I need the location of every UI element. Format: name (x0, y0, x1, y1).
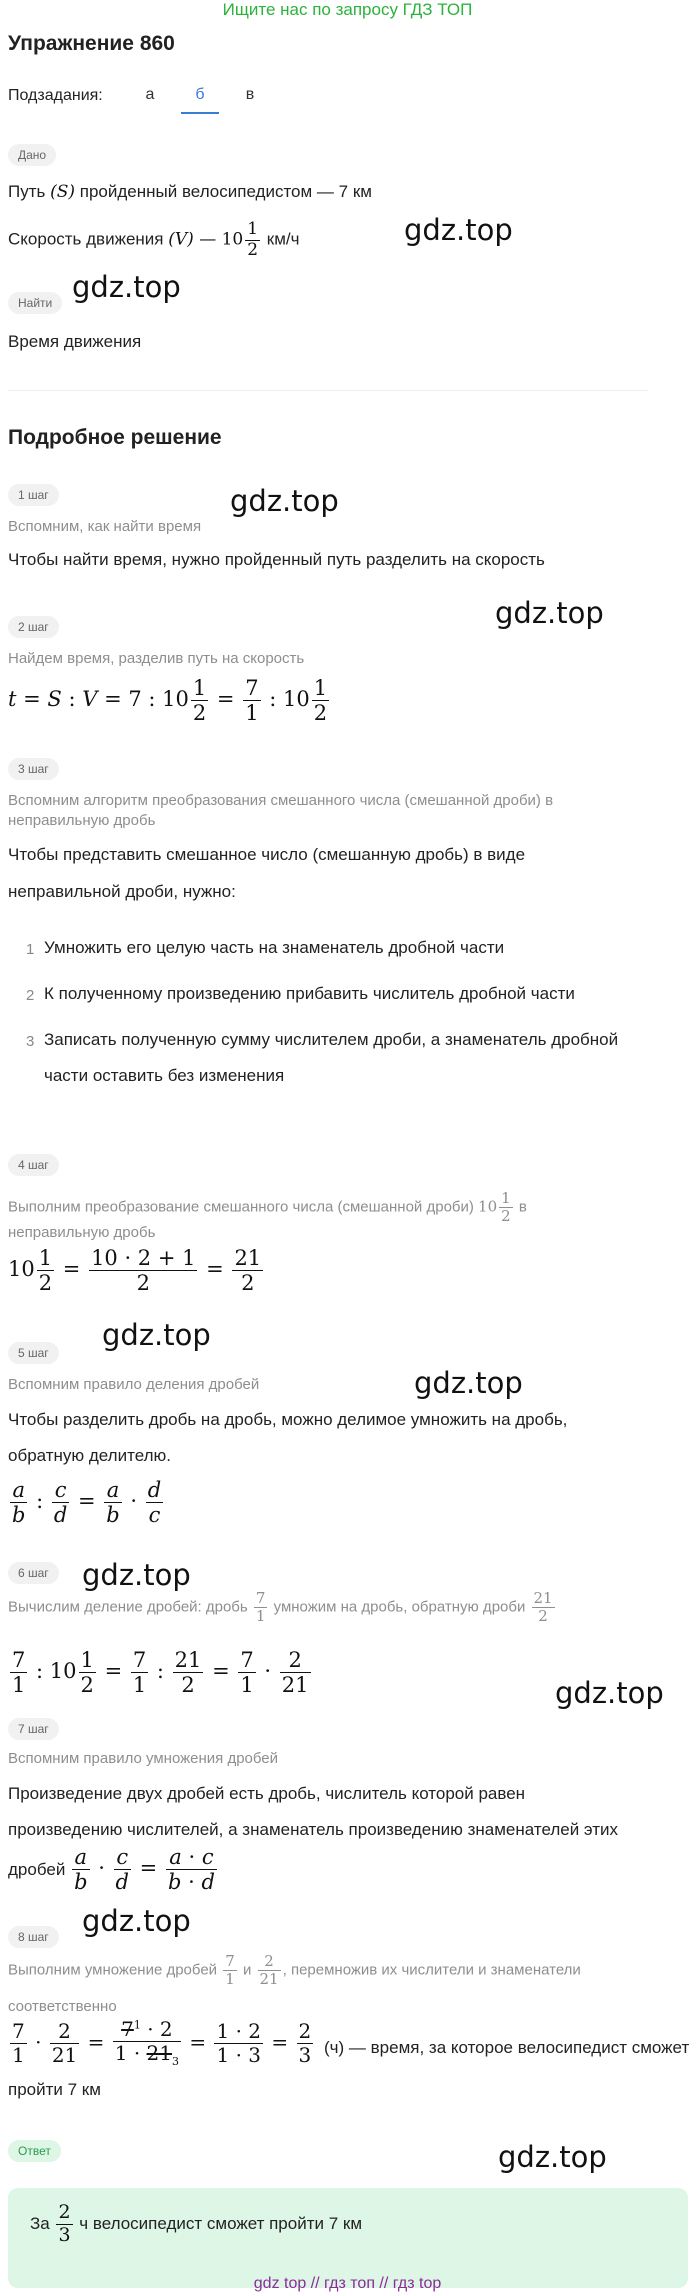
watermark: gdz.top (230, 484, 339, 518)
step-7-chip: 7 шаг (8, 1718, 59, 1740)
step-5-text-2: обратную делителю. (8, 1446, 171, 1465)
watermark: gdz.top (555, 1676, 664, 1710)
list-item: Записать полученную сумму числителем дроби, а знаменатель дробной (44, 1030, 619, 1049)
step-1-hint: Вспомним, как найти время (8, 518, 202, 535)
step-4-hint-2: неправильную дробь (8, 1224, 156, 1241)
step-4-hint-1: Выполним преобразование смешанного числа (смешанной дроби) 10 $\frac{1}{2}$ в (8, 1189, 527, 1226)
watermark: gdz.top (498, 2140, 607, 2174)
list-item-number: 1 (26, 941, 35, 958)
step-2-formula: t = S : V = 7 : 10 $\frac{1}{2}$ = $\frac{7}{1}$ : 10 $\frac{1}{2}$ (8, 676, 328, 726)
step-6-chip: 6 шаг (8, 1562, 59, 1584)
step-2-chip: 2 шаг (8, 616, 59, 638)
step-5-chip: 5 шаг (8, 1342, 59, 1364)
given-line-1: Путь (S) пройденный велосипедистом — 7 км (8, 182, 372, 202)
step-6-hint: Вычислим деление дробей: дробь $\frac{7}{1}$ умножим на дробь, обратную дроби $\frac{21}{2}$ (8, 1589, 553, 1626)
watermark: gdz.top (72, 270, 181, 304)
find-chip: Найти (8, 292, 62, 314)
step-3-chip: 3 шаг (8, 758, 59, 780)
watermark: gdz.top (414, 1366, 523, 1400)
page-title: Упражнение 860 (8, 32, 175, 55)
step-8-hint-2: соответственно (8, 1998, 117, 2015)
step-8-chip: 8 шаг (8, 1926, 59, 1948)
step-8-tail-1: (ч) — время, за которое велосипедист сможет (324, 2038, 690, 2057)
given-line-2: Скорость движения (V) — 10 $\frac{1}{2}$ км/ч (8, 219, 300, 260)
list-item-continuation: части оставить без изменения (44, 1066, 285, 1085)
divider (8, 390, 648, 391)
step-4-chip: 4 шаг (8, 1154, 59, 1176)
step-3-hint-1: Вспомним алгоритм преобразования смешанного числа (смешанной дроби) в (8, 792, 554, 809)
step-4-formula: 10 $\frac{1}{2}$ = $\frac{10 \cdot 2 + 1}{2}$ = $\frac{21}{2}$ (8, 1246, 262, 1296)
step-3-text-2: неправильной дроби, нужно: (8, 882, 236, 901)
top-banner[interactable]: Ищите нас по запросу ГДЗ ТОП (222, 0, 473, 19)
given-chip: Дано (8, 144, 56, 166)
solution-title: Подробное решение (8, 426, 222, 449)
watermark: gdz.top (102, 1318, 211, 1352)
step-5-text-1: Чтобы разделить дробь на дробь, можно делимое умножить на дробь, (8, 1410, 568, 1429)
step-6-formula: $\frac{7}{1}$ : 10 $\frac{1}{2}$ = $\frac{7}{1}$ : $\frac{21}{2}$ = $\frac{7}{1}$ · $\frac{2}{21}$ (12, 1648, 309, 1698)
step-3-hint-2: неправильную дробь (8, 812, 156, 829)
step-7-text-2: произведению числителей, а знаменатель произведению знаменателей этих (8, 1820, 619, 1839)
subtasks-label: Подзадания: (8, 87, 103, 104)
list-item: К полученному произведению прибавить числитель дробной части (44, 984, 575, 1003)
watermark: gdz.top (82, 1558, 191, 1592)
step-8-formula: $\frac{7}{1}$ · $\frac{2}{21}$ = $\frac{7^1 \cdot 2}{1 \cdot 21_3}$ = $\frac{1 \cdot 2}{1 \cdot 3}$ = $\frac{2}{3}$ (12, 2017, 312, 2068)
step-7-text-1: Произведение двух дробей есть дробь, числитель которой равен (8, 1784, 526, 1803)
footer-links[interactable]: gdz top // гдз топ // гдз top (253, 2275, 442, 2292)
step-1-text: Чтобы найти время, нужно пройденный путь разделить на скорость (8, 550, 545, 569)
step-8-tail-2: пройти 7 км (8, 2080, 101, 2099)
tab-b[interactable]: б (181, 86, 219, 114)
step-5-formula: $\frac{a}{b}$ : $\frac{c}{d}$ = $\frac{a}{b}$ · $\frac{d}{c}$ (12, 1478, 162, 1528)
step-7-text-3: дробей $\frac{a}{b}$ · $\frac{c}{d}$ = $\frac{a \cdot c}{b \cdot d}$ (8, 1845, 215, 1895)
watermark: gdz.top (495, 596, 604, 630)
step-3-text-1: Чтобы представить смешанное число (смешанную дробь) в виде (8, 845, 526, 864)
step-8-hint-1: Выполним умножение дробей $\frac{7}{1}$ и $\frac{2}{21}$ , перемножив их числители и знаменатели (8, 1952, 581, 1989)
step-7-hint: Вспомним правило умножения дробей (8, 1750, 279, 1767)
step-2-hint: Найдем время, разделив путь на скорость (8, 650, 305, 667)
tab-a[interactable]: а (145, 86, 155, 103)
answer-text: За $\frac{2}{3}$ ч велосипедист сможет пройти 7 км (30, 2201, 363, 2246)
step-5-hint: Вспомним правило деления дробей (8, 1376, 260, 1393)
list-item-number: 3 (26, 1033, 35, 1050)
list-item-number: 2 (26, 987, 35, 1004)
watermark: gdz.top (404, 213, 513, 247)
answer-chip: Ответ (8, 2140, 61, 2162)
tab-v[interactable]: в (245, 86, 255, 103)
watermark: gdz.top (82, 1904, 191, 1938)
find-text: Время движения (8, 332, 142, 351)
list-item: Умножить его целую часть на знаменатель дробной части (44, 938, 505, 957)
step-1-chip: 1 шаг (8, 484, 59, 506)
